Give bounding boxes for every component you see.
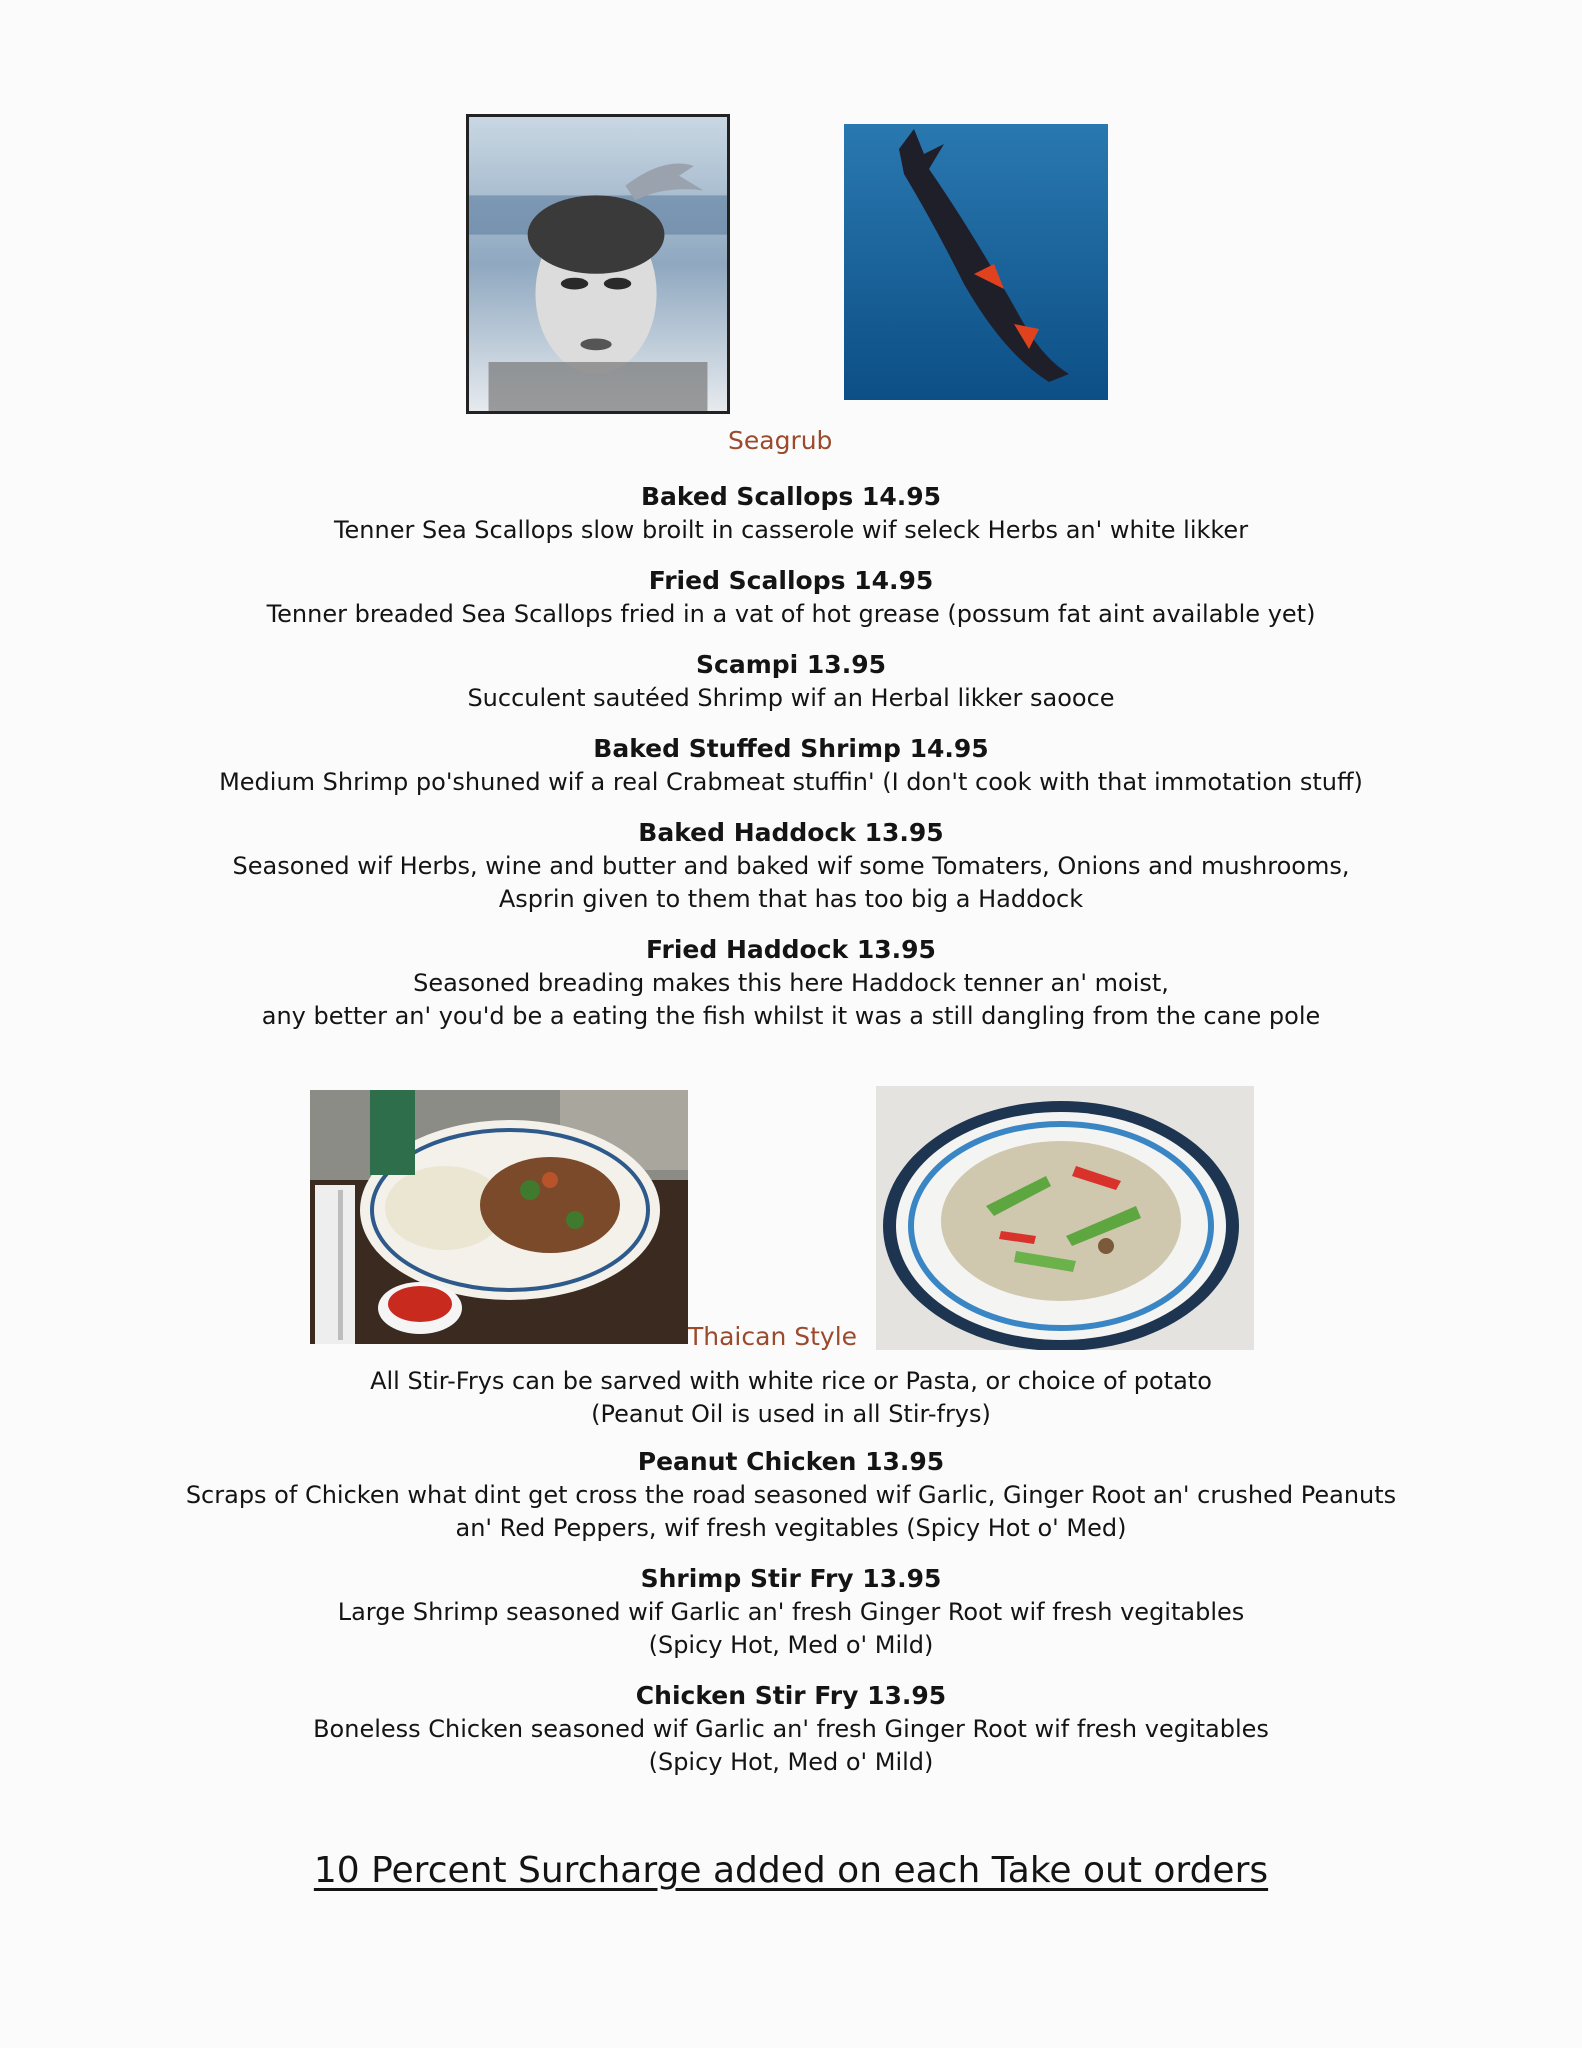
- mermaid-swimming-photo: [844, 124, 1108, 400]
- menu-item-description: Medium Shrimp po'shuned wif a real Crabmeat stuffin' (I don't cook with that immotation stuff): [219, 768, 1363, 796]
- seafood-section-title: Seagrub: [728, 426, 833, 455]
- menu-item-description: Tenner Sea Scallops slow broilt in casserole wif seleck Herbs an' white likker: [333, 516, 1249, 544]
- menu-item-description: Tenner breaded Sea Scallops fried in a vat of hot grease (possum fat aint available yet): [266, 600, 1316, 628]
- stirfry-menu-list: [0, 1365, 1582, 1796]
- menu-item-name: Fried Haddock 13.95: [646, 935, 936, 964]
- menu-item: [0, 816, 1582, 916]
- menu-item-description: Large Shrimp seasoned wif Garlic an' fresh Ginger Root wif fresh vegitables: [337, 1598, 1245, 1626]
- takeout-surcharge-notice: 10 Percent Surcharge added on each Take out orders: [313, 1850, 1269, 1891]
- menu-item-name: Fried Scallops 14.95: [648, 566, 934, 595]
- menu-item: [0, 1445, 1582, 1545]
- menu-item: [0, 732, 1582, 799]
- menu-item-description: Seasoned breading makes this here Haddock tenner an' moist,: [413, 969, 1169, 997]
- stirfry-intro-line: (Peanut Oil is used in all Stir-frys): [591, 1400, 991, 1428]
- menu-item-description: Boneless Chicken seasoned wif Garlic an' fresh Ginger Root wif fresh vegitables: [313, 1715, 1269, 1743]
- menu-item-name: Scampi 13.95: [696, 650, 886, 679]
- menu-item-description: an' Red Peppers, wif fresh vegitables (Spicy Hot o' Med): [455, 1514, 1127, 1542]
- menu-item-description: Succulent sautéed Shrimp wif an Herbal likker saooce: [467, 684, 1115, 712]
- stirfry-plate-photo-left: [310, 1090, 688, 1344]
- menu-item-name: Baked Stuffed Shrimp 14.95: [593, 734, 989, 763]
- menu-item-description: (Spicy Hot, Med o' Mild): [648, 1631, 934, 1659]
- menu-item-description: (Spicy Hot, Med o' Mild): [648, 1748, 934, 1776]
- stirfry-section-title: Thaican Style: [688, 1322, 858, 1351]
- seafood-menu-list: [0, 480, 1582, 1050]
- stirfry-plate-photo-right: [876, 1086, 1254, 1350]
- menu-item: [0, 480, 1582, 547]
- menu-item-name: Baked Scallops 14.95: [641, 482, 941, 511]
- stirfry-intro-line: All Stir-Frys can be sarved with white rice or Pasta, or choice of potato: [370, 1367, 1212, 1395]
- menu-item-name: Shrimp Stir Fry 13.95: [640, 1564, 942, 1593]
- menu-item: [0, 648, 1582, 715]
- menu-item-description: any better an' you'd be a eating the fish whilst it was a still dangling from the cane pole: [261, 1002, 1321, 1030]
- menu-item-description: Seasoned wif Herbs, wine and butter and baked wif some Tomaters, Onions and mushrooms,: [232, 852, 1350, 880]
- stirfry-intro: [0, 1365, 1582, 1431]
- menu-item: [0, 564, 1582, 631]
- mermaid-face-photo: [466, 114, 730, 414]
- menu-item-description: Asprin given to them that has too big a Haddock: [498, 885, 1084, 913]
- menu-item-name: Peanut Chicken 13.95: [637, 1447, 945, 1476]
- menu-item-description: Scraps of Chicken what dint get cross the road seasoned wif Garlic, Ginger Root an' crushed Peanuts: [185, 1481, 1397, 1509]
- menu-item-name: Chicken Stir Fry 13.95: [635, 1681, 947, 1710]
- menu-item-name: Baked Haddock 13.95: [638, 818, 944, 847]
- menu-item: [0, 933, 1582, 1033]
- menu-item: [0, 1679, 1582, 1779]
- menu-item: [0, 1562, 1582, 1662]
